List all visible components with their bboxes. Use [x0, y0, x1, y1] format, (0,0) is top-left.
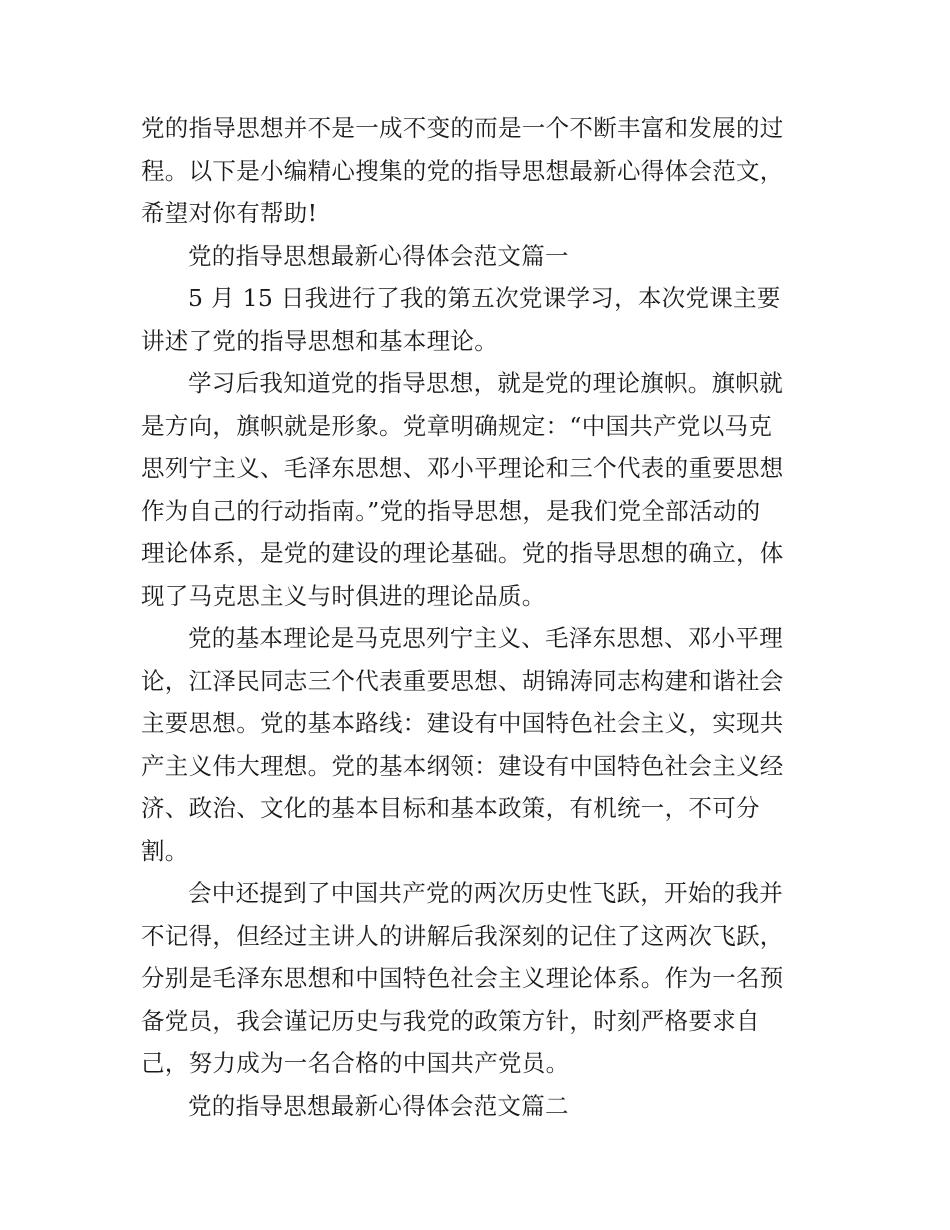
section-heading	[141, 1085, 809, 1128]
text-line	[141, 575, 809, 618]
line-text: 是方向，旗帜就是形象。党章明确规定：“中国共产党以马克	[141, 411, 773, 440]
text-line	[141, 915, 809, 958]
line-text: 党的指导思想最新心得体会范文篇一	[188, 241, 569, 270]
line-text: 济、政治、文化的基本目标和基本政策，有机统一，不可分	[141, 794, 760, 822]
line-text: 己，努力成为一名合格的中国共产党员。	[141, 1049, 570, 1077]
line-text: 割。	[141, 836, 189, 865]
text-line	[141, 957, 809, 1000]
line-text: 理论体系，是党的建设的理论基础。党的指导思想的确立，体	[141, 539, 784, 567]
text-line	[141, 1000, 809, 1043]
line-text: 备党员，我会谨记历史与我党的政策方针，时刻严格要求自	[141, 1006, 760, 1035]
line-text: 党的指导思想并不是一成不变的而是一个不断丰富和发展的过	[141, 114, 784, 142]
line-text: 希望对你有帮助!	[141, 199, 318, 227]
text-line	[141, 830, 809, 873]
line-text: 产主义伟大理想。党的基本纲领：建设有中国特色社会主义经	[141, 751, 784, 780]
text-line	[141, 702, 809, 745]
section-heading	[141, 235, 809, 278]
line-text: 党的基本理论是马克思列宁主义、毛泽东思想、邓小平理	[188, 624, 783, 652]
text-line	[141, 405, 809, 448]
line-text: 现了马克思主义与时俱进的理论品质。	[141, 581, 546, 610]
text-line	[141, 617, 809, 660]
text-line	[141, 660, 809, 703]
text-line	[141, 320, 809, 363]
document-body	[141, 107, 809, 1127]
line-text: 主要思想。党的基本路线：建设有中国特色社会主义，实现共	[141, 709, 784, 737]
text-line	[141, 787, 809, 830]
text-line	[141, 532, 809, 575]
text-line	[141, 192, 809, 235]
line-text: 学习后我知道党的指导思想，就是党的理论旗帜。旗帜就	[188, 369, 783, 397]
text-line	[141, 447, 809, 490]
line-text: 不记得，但经过主讲人的讲解后我深刻的记住了这两次飞跃，	[141, 921, 784, 950]
text-line	[141, 107, 809, 150]
text-line	[141, 490, 809, 533]
line-text: 分别是毛泽东思想和中国特色社会主义理论体系。作为一名预	[141, 964, 784, 992]
text-line	[141, 745, 809, 788]
line-text: 讲述了党的指导思想和基本理论。	[141, 326, 498, 355]
line-text: 作为自己的行动指南。”党的指导思想，是我们党全部活动的	[141, 496, 761, 525]
line-text: 会中还提到了中国共产党的两次历史性飞跃，开始的我并	[188, 879, 783, 907]
text-line	[141, 362, 809, 405]
line-text: 论，江泽民同志三个代表重要思想、胡锦涛同志构建和谐社会	[141, 666, 784, 695]
text-line	[141, 277, 809, 320]
line-text: 5 月 15 日我进行了我的第五次党课学习，本次党课主要	[188, 284, 781, 312]
text-line	[141, 150, 809, 193]
line-text: 程。以下是小编精心搜集的党的指导思想最新心得体会范文，	[141, 156, 784, 185]
text-line	[141, 872, 809, 915]
line-text: 思列宁主义、毛泽东思想、邓小平理论和三个代表的重要思想	[141, 454, 784, 482]
text-line	[141, 1042, 809, 1085]
line-text: 党的指导思想最新心得体会范文篇二	[188, 1091, 569, 1120]
